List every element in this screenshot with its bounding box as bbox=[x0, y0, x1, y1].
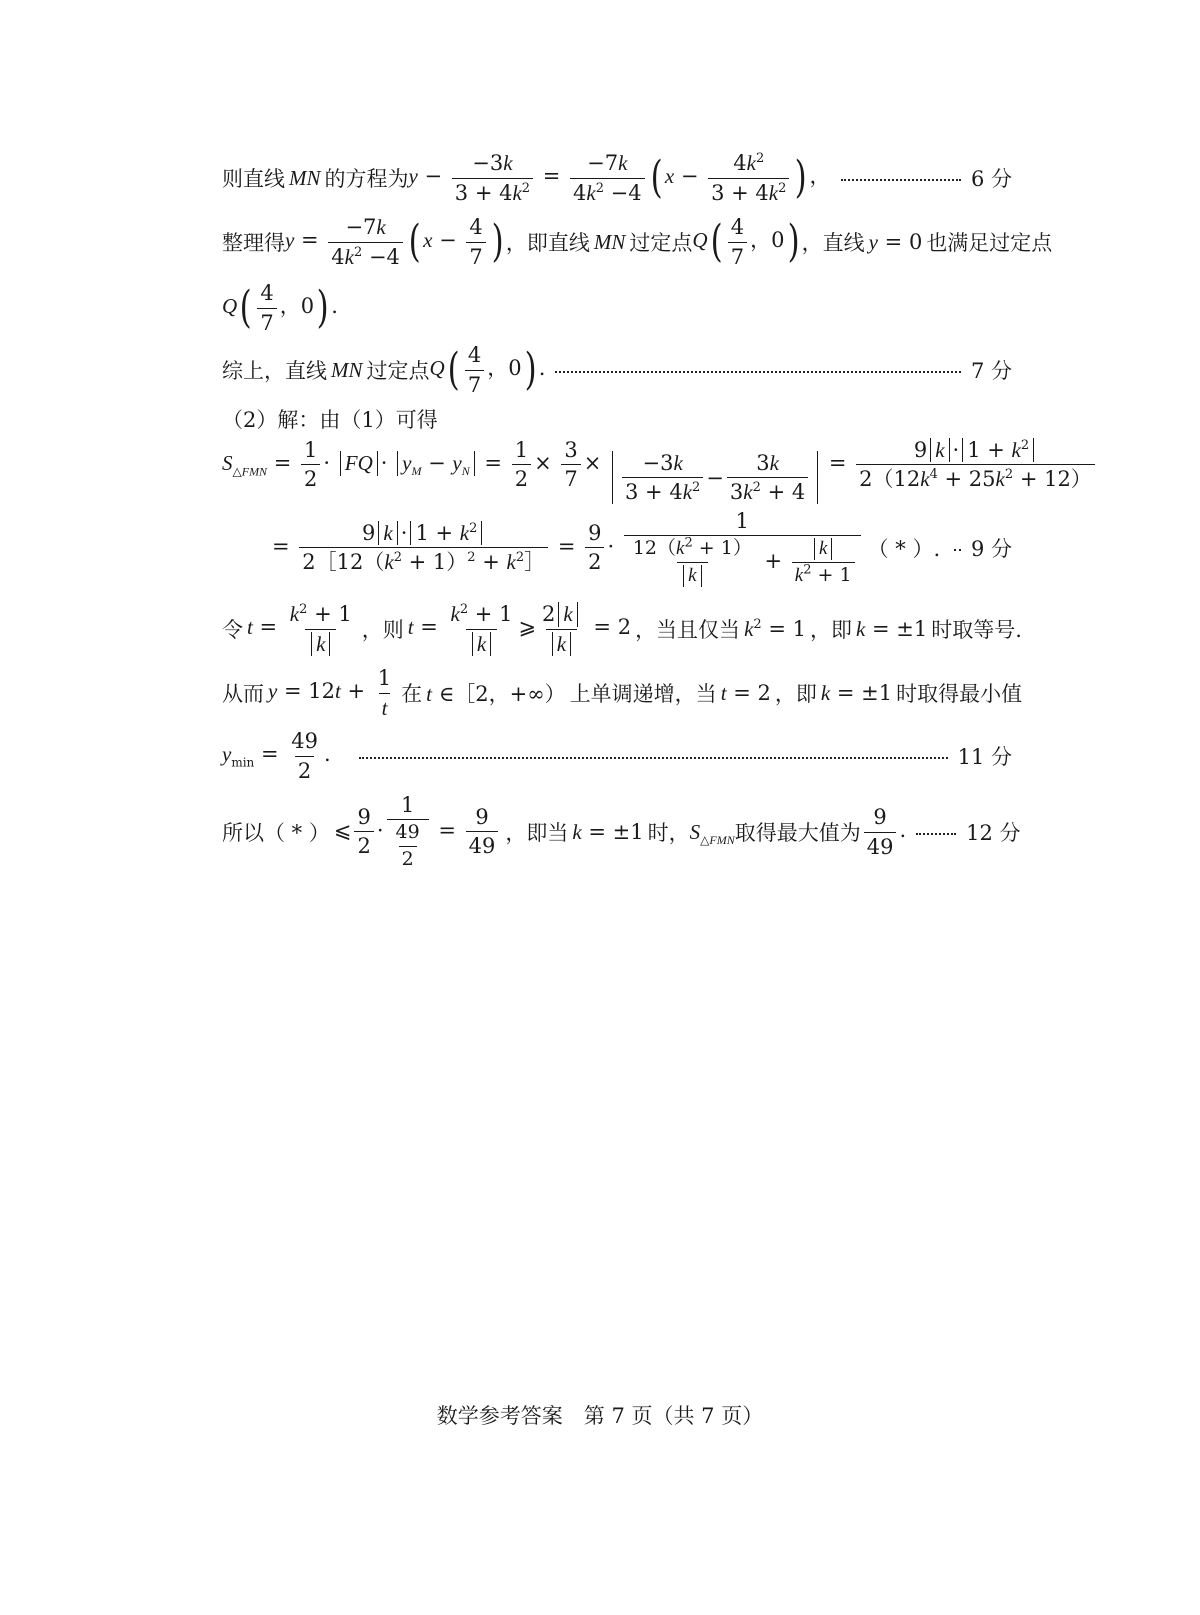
text: 过定点 bbox=[629, 231, 693, 255]
score-leader bbox=[954, 549, 961, 551]
text: 整理得 bbox=[222, 231, 285, 255]
formula-area-simplified: = $\frac{9 k \cdot 1 + k^2}{2[12(k^2 + 1)^2 + k^2]}$ = $\frac{9}{2}$ · 1 $\frac{12(k^2 + 1)}{k}$ + $\frac{k}{k^2 + 1}$ bbox=[272, 509, 864, 587]
text: 则直线 bbox=[222, 167, 285, 191]
score-leader bbox=[841, 179, 961, 181]
text: 时取得最小值 bbox=[896, 682, 1023, 706]
text: ，直线 bbox=[801, 231, 865, 255]
score-leader bbox=[359, 757, 948, 759]
formula-k-sq: $k^2 = 1$ bbox=[744, 616, 806, 641]
formula-max: $\frac{9}{49}$ . bbox=[861, 805, 906, 858]
text: ，即当 bbox=[505, 821, 569, 845]
text: 令 bbox=[222, 618, 243, 642]
formula-area: $S_{\triangle FMN}$ = $\frac{1}{2}$ · FQ · $y_M - y_N$ = $\frac{1}{2}$ × $\frac{3}{7}$ × $\frac{-3k}{3 + 4k^2}$ − $\frac{3k}{3k^2 + 4}$ = $\frac{9 k \cdot 1 + k^2}{2(12k^4 + 25k^2 + 12)}$ bbox=[222, 438, 1098, 504]
line-conclusion-1 bbox=[222, 340, 1012, 400]
formula-t-eq: t = 2 bbox=[720, 680, 771, 705]
star-label: （ * ）. bbox=[867, 537, 941, 561]
line-max-value bbox=[222, 790, 1021, 874]
text: 综上，直线 bbox=[222, 359, 327, 383]
score-label: 6 分 bbox=[970, 167, 1012, 191]
line-mn-equation bbox=[222, 148, 1012, 208]
text: 时取等号. bbox=[931, 618, 1022, 642]
score-leader bbox=[916, 833, 956, 835]
text: ，即 bbox=[774, 682, 817, 706]
formula-point-q: Q( $\frac{4}{7}$ ，0) . bbox=[429, 343, 546, 397]
line-part-2 bbox=[222, 404, 1012, 434]
text: 在 bbox=[401, 682, 423, 706]
text: 也满足过定点 bbox=[926, 231, 1053, 255]
var-mn: MN bbox=[289, 165, 321, 190]
text: ，当且仅当 bbox=[635, 618, 741, 642]
formula-t-ineq: t = $\frac{k^2 + 1}{k}$ ⩾ $\frac{2 k}{k}$ = 2 bbox=[407, 602, 632, 656]
text: 从而 bbox=[222, 682, 264, 706]
formula-k-pm1: k = ±1 bbox=[855, 616, 928, 641]
line-monotonic bbox=[222, 662, 1023, 724]
text: 上单调递增，当 bbox=[569, 682, 717, 706]
text: 的方程为 bbox=[324, 167, 409, 191]
text: （2）解：由（1）可得 bbox=[222, 408, 438, 432]
text: ，即直线 bbox=[505, 231, 590, 255]
formula-y-func: y = 12t + $\frac{1}{t}$ bbox=[268, 666, 392, 720]
line-area-formula bbox=[222, 437, 1092, 505]
score-label: 12 分 bbox=[966, 821, 1021, 845]
text: ，即 bbox=[809, 618, 852, 642]
score-label: 11 分 bbox=[957, 745, 1012, 769]
line-point-q bbox=[222, 278, 1012, 338]
var-mn: MN bbox=[593, 229, 626, 254]
formula-y-min: $y_{min}$ = $\frac{49}{2}$ . bbox=[222, 729, 331, 783]
formula-simplified: y = $\frac{-7k}{4k^2 -4}$ ( x − $\frac{4}{7}$ ) bbox=[285, 215, 504, 269]
line-min-value bbox=[222, 726, 1012, 786]
score-label: 9 分 bbox=[970, 537, 1012, 561]
formula-area-symbol: $S_{\triangle FMN}$ bbox=[689, 819, 735, 847]
formula-point-q: Q( $\frac{4}{7}$ ，0) . bbox=[222, 281, 338, 335]
text: 时， bbox=[647, 821, 690, 845]
text: ，则 bbox=[361, 618, 404, 642]
formula-k-pm1: k = ±1 bbox=[820, 680, 893, 705]
var-mn: MN bbox=[331, 357, 363, 382]
text: 所以（ * ） bbox=[222, 821, 330, 845]
line-substitution bbox=[222, 598, 1022, 660]
text: 过定点 bbox=[366, 359, 430, 383]
formula-bound: ⩽ $\frac{9}{2}$ · $\frac{1}{\frac{49}{2}}$ = $\frac{9}{49}$ bbox=[334, 793, 502, 871]
formula-interval: t ∈［2，+∞） bbox=[426, 682, 566, 706]
score-leader bbox=[555, 371, 961, 373]
line-simplify bbox=[222, 212, 1053, 272]
formula-y-zero: y = 0 bbox=[868, 229, 923, 254]
score-label: 7 分 bbox=[970, 359, 1012, 383]
page-footer: 数学参考答案 第 7 页（共 7 页） bbox=[436, 1404, 764, 1428]
formula-point-q: Q( $\frac{4}{7}$ ，0) bbox=[692, 215, 800, 269]
formula-k-pm1: k = ±1 bbox=[572, 819, 644, 844]
text: 取得最大值为 bbox=[734, 821, 861, 845]
formula-line-mn: y − $\frac{-3k}{3 + 4k^2}$ = $\frac{-7k}{4k^2 -4}$ ( x − $\frac{4k^2}{3 + 4k^2}$ ) ， bbox=[408, 151, 831, 205]
line-area-simplified bbox=[272, 506, 1012, 590]
formula-t-def: t = $\frac{k^2 + 1}{k}$ bbox=[247, 602, 352, 656]
